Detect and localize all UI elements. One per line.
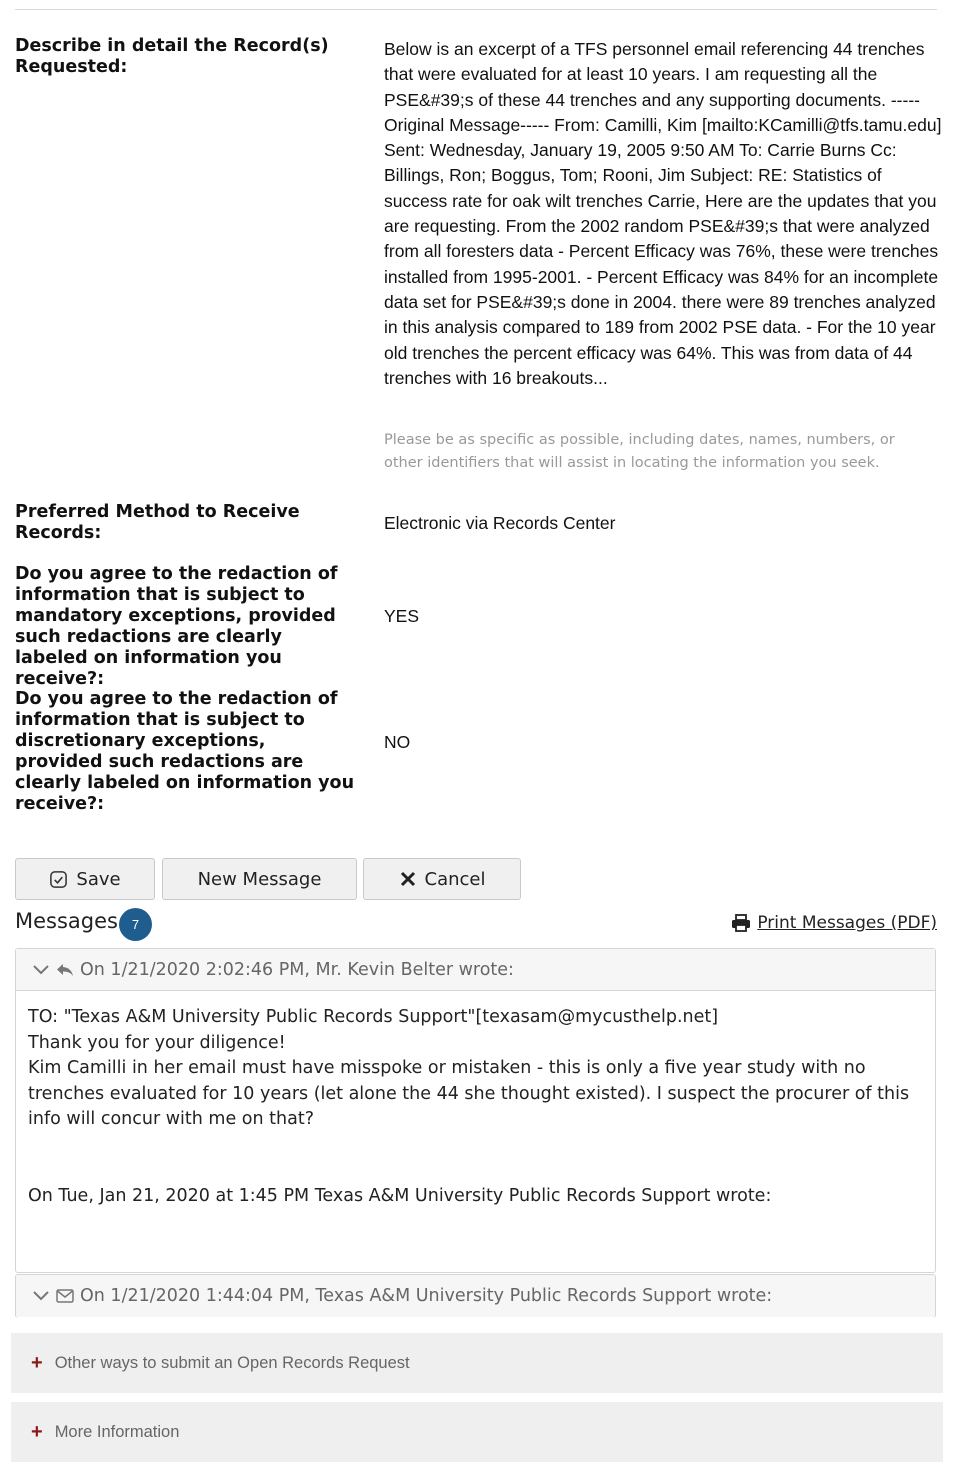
messages-count-badge: 7: [119, 908, 152, 941]
message-header[interactable]: [16, 949, 935, 991]
plus-icon: +: [31, 1420, 43, 1443]
check-circle-icon: [49, 870, 68, 889]
message-line: TO: "Texas A&M University Public Records Support"[texasam@mycusthelp.net]: [28, 1007, 719, 1027]
other-ways-accordion[interactable]: [11, 1333, 943, 1393]
message-quote-line: On Tue, Jan 21, 2020 at 1:45 PM Texas A&M University Public Records Support wrote:: [28, 1185, 772, 1206]
message-item: [15, 948, 936, 1273]
mandatory-redaction-value: YES: [384, 606, 420, 626]
print-messages-label: Print Messages (PDF): [757, 913, 937, 933]
discretionary-redaction-value: NO: [384, 732, 411, 752]
plus-icon: +: [31, 1351, 43, 1374]
chevron-down-icon[interactable]: [32, 964, 50, 976]
printer-icon: [731, 914, 751, 932]
new-message-button[interactable]: [162, 858, 357, 900]
reply-icon: [56, 963, 74, 977]
mandatory-redaction-label: Do you agree to the redaction of information that is subject to mandatory exceptions, provided such redactions are clearly labeled on information you receive?:: [15, 564, 338, 689]
message-header-text: On 1/21/2020 2:02:46 PM, Mr. Kevin Belter wrote:: [80, 959, 514, 980]
records-requested-hint: Please be as specific as possible, including dates, names, numbers, or other identifiers that will assist in locating the information you seek.: [384, 432, 895, 471]
preferred-method-value: Electronic via Records Center: [384, 513, 616, 533]
chevron-down-icon[interactable]: [32, 1290, 50, 1302]
discretionary-redaction-label: Do you agree to the redaction of information that is subject to discretionary exceptions, provided such redactions are clearly labeled on information you receive?:: [15, 689, 355, 814]
message-line: Kim Camilli in her email must have misspoke or mistaken - this is only a five year study with no trenches evaluated for 10 years (let alone the 44 she thought existed). I suspect the procurer of this info will concur with me on that?: [28, 1058, 910, 1129]
message-item: [15, 1274, 936, 1318]
close-icon: [399, 870, 417, 888]
other-ways-label: Other ways to submit an Open Records Request: [54, 1353, 410, 1372]
records-requested-value: Below is an excerpt of a TFS personnel email referencing 44 trenches that were evaluated for at least 10 years. I am requesting all the PSE&#39;s of these 44 trenches and any supporting documents. -----Original Message----- From: Camilli, Kim [mailto:KCamilli@tfs.tamu.edu] Sent: Wednesday, January 19, 2005 9:50 AM To: Carrie Burns Cc: Billings, Ron; Boggus, Tom; Rooni, Jim Subject: RE: Statistics of success rate for oak wilt trenches Carrie, Here are the updates that you are requesting. From the 2002 random PSE&#39;s that were analyzed from all foresters data - Percent Efficacy was 76%, these were trenches installed from 1995-2001. - Percent Efficacy was 84% for an incomplete data set for PSE&#39;s done in 2004. there were 89 trenches analyzed in this analysis compared to 189 from 2002 PSE data. - For the 10 year old trenches the percent efficacy was 64%. This was from data of 44 trenches with 16 breakouts...: [384, 39, 942, 388]
message-line: Thank you for your diligence!: [28, 1032, 286, 1053]
new-message-button-label: New Message: [197, 868, 322, 890]
save-button-label: Save: [76, 868, 121, 890]
envelope-icon: [56, 1289, 74, 1303]
save-button[interactable]: [15, 858, 155, 900]
print-messages-link[interactable]: [731, 913, 937, 933]
message-body: [16, 991, 935, 1209]
cancel-button-label: Cancel: [424, 868, 486, 890]
messages-title: Messages: [15, 909, 118, 933]
more-information-label: More Information: [54, 1422, 180, 1441]
records-requested-label: Describe in detail the Record(s) Requested:: [15, 36, 329, 77]
message-header[interactable]: [16, 1275, 935, 1317]
more-information-accordion[interactable]: [11, 1402, 943, 1462]
preferred-method-label: Preferred Method to Receive Records:: [15, 502, 300, 543]
message-header-text: On 1/21/2020 1:44:04 PM, Texas A&M University Public Records Support wrote:: [80, 1286, 773, 1306]
top-divider: [15, 9, 937, 10]
cancel-button[interactable]: [363, 858, 521, 900]
